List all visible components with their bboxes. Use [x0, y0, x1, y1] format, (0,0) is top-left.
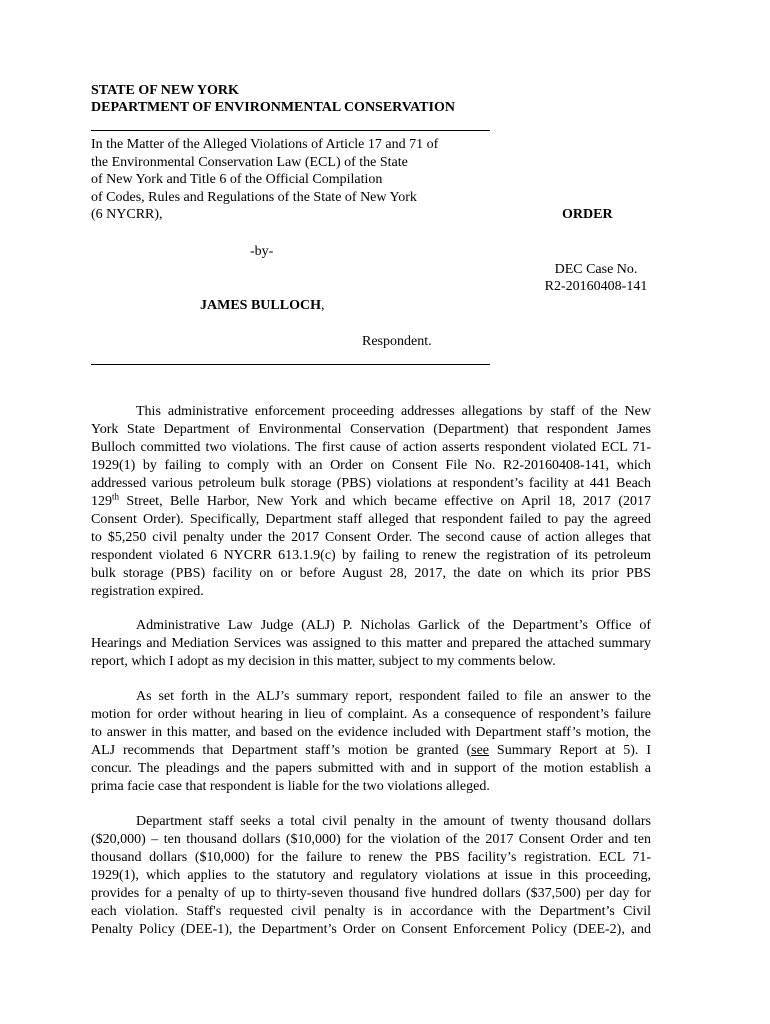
see-signal: see — [471, 743, 490, 758]
document-title: ORDER — [562, 207, 613, 222]
matter-line: In the Matter of the Alleged Violations of Article 17 and 71 of — [91, 137, 439, 152]
text-line: each violation. Staff's requested civil penalty is in accordance with the Department’s Civil — [91, 904, 651, 919]
text-line: 1929(1) by failing to comply with an Order on Consent File No. R2-20160408-141, which — [91, 458, 651, 473]
text-line: motion for order without hearing in lieu of complaint. As a consequence of respondent’s failure — [91, 707, 651, 722]
agency-state: STATE OF NEW YORK — [91, 83, 239, 98]
text-line: prima facie case that respondent is liable for the two violations alleged. — [91, 779, 490, 794]
text-line: report, which I adopt as my decision in this matter, subject to my comments below. — [91, 654, 556, 669]
text-line: to answer in this matter, and based on the evidence included with Department staff’s motion, the — [91, 725, 651, 740]
paragraph-3 — [91, 688, 651, 796]
matter-caption — [91, 136, 511, 224]
text-line: ALJ recommends that Department staff’s motion be granted (see Summary Report at 5). I — [91, 743, 651, 758]
matter-line: of Codes, Rules and Regulations of the State of New York — [91, 189, 417, 205]
text-line: This administrative enforcement proceeding addresses allegations by staff of the New — [136, 404, 651, 419]
paragraph-4 — [91, 813, 651, 939]
agency-department: DEPARTMENT OF ENVIRONMENTAL CONSERVATION — [91, 100, 455, 115]
text-line: provides for a penalty of up to thirty-seven thousand five hundred dollars ($37,500) per day for — [91, 886, 651, 901]
text-line: Department staff seeks a total civil penalty in the amount of twenty thousand dollars — [136, 814, 651, 829]
matter-line: the Environmental Conservation Law (ECL) of the State — [91, 154, 408, 170]
respondent-comma: , — [320, 298, 325, 313]
text-line: Consent Order). Specifically, Department staff alleged that respondent failed to pay the agreed — [91, 512, 651, 527]
caption-top-rule — [91, 130, 490, 131]
text-line: York State Department of Environmental Conservation (Department) that respondent James — [91, 422, 651, 437]
text-line: thousand dollars ($10,000) for the failure to renew the PBS facility’s registration. ECL 71- — [91, 850, 651, 865]
text-line: respondent violated 6 NYCRR 613.1.9(c) by failing to renew the registration of its petroleum — [91, 548, 651, 563]
text-line: 129th Street, Belle Harbor, New York and which became effective on April 18, 2017 (2017 — [91, 491, 651, 509]
paragraph-1 — [91, 403, 651, 601]
respondent-name-line — [200, 298, 324, 314]
text-line: Bulloch committed two violations. The first cause of action asserts respondent violated ECL 71- — [91, 440, 651, 455]
respondent-name: JAMES BULLOCH — [200, 298, 321, 313]
matter-line: of New York and Title 6 of the Official Compilation — [91, 172, 383, 187]
text-line: to $5,250 civil penalty under the 2017 Consent Order. The second cause of action alleges that — [91, 530, 651, 545]
text-line: addressed various petroleum bulk storage (PBS) violations at respondent’s facility at 441 Beach — [91, 476, 651, 491]
by-label: -by- — [250, 244, 274, 259]
text-line: concur. The pleadings and the papers submitted with and in support of the motion establish a — [91, 761, 651, 776]
text-line: Hearings and Mediation Services was assigned to this matter and prepared the attached summary — [91, 636, 651, 651]
case-number-block — [540, 261, 652, 295]
respondent-label: Respondent. — [362, 334, 432, 349]
text-line: bulk storage (PBS) facility on or before August 28, 2017, the date on which its prior PBS — [91, 566, 651, 581]
text-line: As set forth in the ALJ’s summary report, respondent failed to file an answer to the — [136, 689, 651, 704]
text-line: Penalty Policy (DEE-1), the Department’s Order on Consent Enforcement Policy (DEE-2), and — [91, 922, 651, 937]
text-line: registration expired. — [91, 584, 204, 599]
matter-line: (6 NYCRR), — [91, 207, 163, 222]
text-line: 1929(1), which applies to the statutory and regulatory violations at issue in this proceeding, — [91, 868, 651, 883]
text-line: Administrative Law Judge (ALJ) P. Nicholas Garlick of the Department’s Office of — [136, 618, 651, 633]
case-number-label: DEC Case No. — [554, 262, 638, 277]
paragraph-2 — [91, 617, 651, 671]
caption-bottom-rule — [91, 364, 490, 365]
text-line: ($20,000) – ten thousand dollars ($10,000) for the violation of the 2017 Consent Order and ten — [91, 832, 651, 847]
case-number: R2-20160408-141 — [544, 279, 648, 294]
